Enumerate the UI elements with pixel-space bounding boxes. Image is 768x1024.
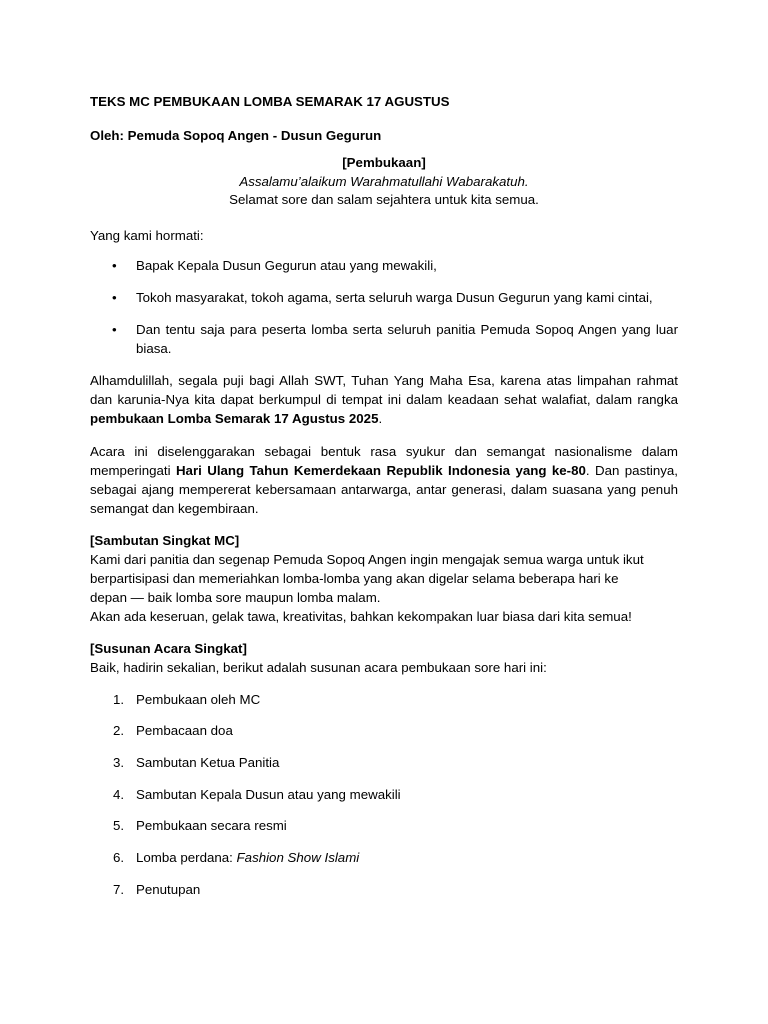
list-item [90, 721, 678, 740]
agenda-list [90, 690, 678, 899]
list-item [90, 320, 678, 358]
paragraph-bold-text: Hari Ulang Tahun Kemerdekaan Republik Indonesia yang ke-80 [175, 462, 586, 478]
section-heading: [Sambutan Singkat MC] [90, 532, 240, 548]
list-item [90, 256, 678, 275]
list-number: 3. [113, 754, 125, 770]
list-number: 2. [113, 723, 125, 739]
list-number: 6. [113, 849, 125, 865]
mc-line: depan — baik lomba sore maupun lomba malam. [90, 589, 381, 605]
list-item-text: Tokoh masyarakat, tokoh agama, serta seluruh warga Dusun Gegurun yang kami cintai, [136, 289, 653, 305]
list-number: 4. [113, 786, 125, 802]
document-title: TEKS MC PEMBUKAAN LOMBA SEMARAK 17 AGUSTUS [90, 94, 450, 109]
paragraph-end: . [378, 410, 383, 426]
agenda-intro: Baik, hadirin sekalian, berikut adalah susunan acara pembukaan sore hari ini: [90, 659, 547, 675]
list-item-italic-text: Fashion Show Islami [236, 849, 360, 865]
respected-intro: Yang kami hormati: [90, 227, 204, 243]
paragraph-text: Acara ini diselenggarakan sebagai bentuk rasa syukur dan semangat nasionalisme dalam memperingati [90, 443, 678, 478]
list-item-text: Bapak Kepala Dusun Gegurun atau yang mewakili, [136, 257, 437, 273]
opening-heading: [Pembukaan] [342, 155, 426, 170]
mc-line: Kami dari panitia dan segenap Pemuda Sopoq Angen ingin mengajak semua warga untuk ikut [90, 551, 644, 567]
list-item-text: Pembukaan oleh MC [136, 691, 261, 707]
section-heading: [Susunan Acara Singkat] [90, 640, 247, 656]
list-number: 7. [113, 881, 125, 897]
list-item [90, 816, 678, 835]
list-number: 5. [113, 818, 125, 834]
mc-line: Akan ada keseruan, gelak tawa, kreativitas, bahkan kekompakan luar biasa dari kita semua! [90, 608, 632, 624]
list-item [90, 785, 678, 804]
list-item [90, 753, 678, 772]
list-item-text: Pembukaan secara resmi [136, 818, 287, 834]
opening-salutation: Selamat sore dan salam sejahtera untuk kita semua. [229, 192, 539, 207]
paragraph-bold-text: pembukaan Lomba Semarak 17 Agustus 2025 [90, 410, 379, 426]
mc-section [90, 531, 678, 626]
list-item-text: Dan tentu saja para peserta lomba serta seluruh panitia Pemuda Sopoq Angen yang luar biasa. [136, 321, 678, 356]
list-item-text: Sambutan Kepala Dusun atau yang mewakili [136, 786, 401, 802]
list-item [90, 880, 678, 899]
mc-line: berpartisipasi dan memeriahkan lomba-lomba yang akan digelar selama beberapa hari ke [90, 570, 619, 586]
paragraph-gratitude [90, 371, 678, 428]
list-item [90, 288, 678, 307]
list-item [90, 848, 678, 867]
paragraph-end: . Dan pastinya, sebagai ajang mempererat kebersamaan antarwarga, antar generasi, dalam suasana yang penuh semangat dan kegembiraan. [90, 462, 679, 516]
list-number: 1. [113, 691, 125, 707]
list-item [90, 690, 678, 709]
paragraph-purpose [90, 442, 678, 518]
document-author: Oleh: Pemuda Sopoq Angen - Dusun Gegurun [90, 128, 382, 143]
list-item-text: Penutupan [136, 881, 201, 897]
bullet-icon: • [112, 289, 117, 305]
agenda-section [90, 639, 678, 899]
paragraph-text: Alhamdulillah, segala puji bagi Allah SWT, Tuhan Yang Maha Esa, karena atas limpahan rahmat dan karunia-Nya kita dapat berkumpul di tempat ini dalam keadaan sehat walafiat, dalam rangka [90, 372, 678, 407]
bullet-icon: • [112, 257, 117, 273]
list-item-text: Lomba perdana: [136, 849, 237, 865]
bullet-icon: • [112, 321, 117, 337]
list-item-text: Pembacaan doa [136, 723, 233, 739]
respected-list [90, 256, 678, 358]
document-body [90, 92, 678, 911]
opening-block [90, 154, 678, 210]
list-item-text: Sambutan Ketua Panitia [136, 754, 280, 770]
opening-greeting: Assalamu’alaikum Warahmatullahi Wabarakatuh. [239, 173, 529, 189]
